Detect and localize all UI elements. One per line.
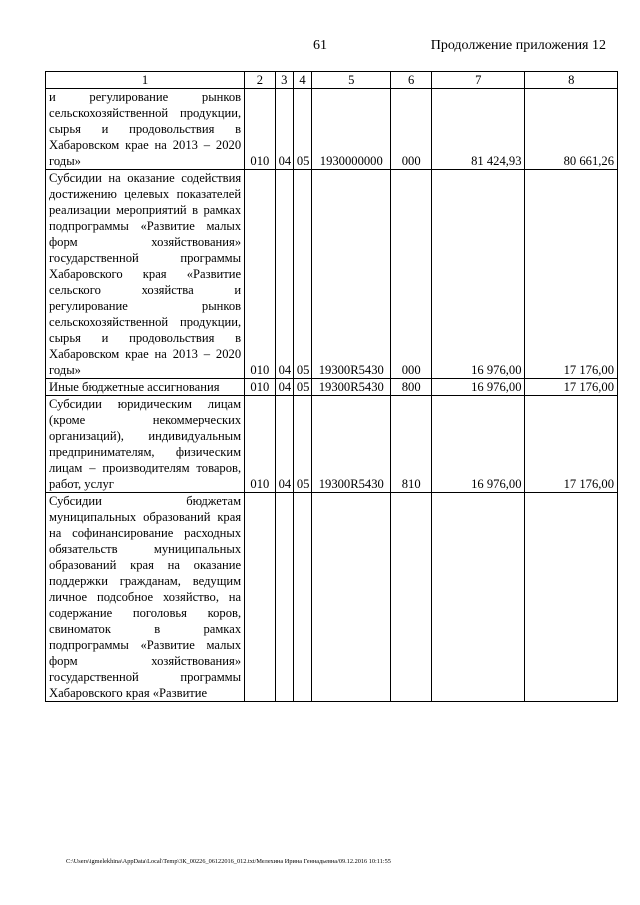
target-article-code: 19300R5430 — [312, 379, 391, 396]
subsection-code: 05 — [293, 379, 311, 396]
amount-year-2 — [525, 493, 618, 702]
column-header: 2 — [245, 72, 275, 89]
target-article-code: 19300R5430 — [312, 170, 391, 379]
row-description: Субсидии на оказание содействия достижению целевых показателей реализации мероприятий в рамках подпрограммы «Развитие малых форм хозяйствования» государственной программы Хабаровского края «Развитие сельского хозяйства и регулирование рынков сельскохозяйственной продукции, сырья и продовольствия в Хабаровском крае на 2013 – 2020 годы» — [46, 170, 245, 379]
expense-type-code: 000 — [391, 170, 432, 379]
subsection-code: 05 — [293, 170, 311, 379]
column-header: 7 — [432, 72, 525, 89]
column-header: 8 — [525, 72, 618, 89]
expense-type-code — [391, 493, 432, 702]
target-article-code: 19300R5430 — [312, 396, 391, 493]
column-header: 4 — [293, 72, 311, 89]
amount-year-1 — [432, 493, 525, 702]
table-row — [46, 170, 618, 379]
amount-year-1: 16 976,00 — [432, 396, 525, 493]
budget-table — [45, 71, 618, 702]
page-number: 61 — [313, 38, 327, 53]
ministry-code: 010 — [245, 396, 275, 493]
expense-type-code: 000 — [391, 89, 432, 170]
subsection-code — [293, 493, 311, 702]
expense-type-code: 800 — [391, 379, 432, 396]
row-description: Субсидии бюджетам муниципальных образований края на софинансирование расходных обязательств муниципальных образований края на оказание поддержки гражданам, ведущим личное подсобное хозяйство, на содержание поголовья коров, свиноматок в рамках подпрограммы «Развитие малых форм хозяйствования» государственной программы Хабаровского края «Развитие — [46, 493, 245, 702]
column-header: 5 — [312, 72, 391, 89]
amount-year-2: 17 176,00 — [525, 396, 618, 493]
amount-year-1: 16 976,00 — [432, 170, 525, 379]
ministry-code — [245, 493, 275, 702]
section-code: 04 — [275, 89, 293, 170]
section-code: 04 — [275, 396, 293, 493]
target-article-code: 1930000000 — [312, 89, 391, 170]
target-article-code — [312, 493, 391, 702]
header-row — [46, 72, 618, 89]
ministry-code: 010 — [245, 170, 275, 379]
subsection-code: 05 — [293, 89, 311, 170]
continuation-label: Продолжение приложения 12 — [430, 38, 606, 53]
row-description: Субсидии юридическим лицам (кроме некоммерческих организаций), индивидуальным предпринимателям, физическим лицам – производителям товаров, работ, услуг — [46, 396, 245, 493]
column-header: 3 — [275, 72, 293, 89]
subsection-code: 05 — [293, 396, 311, 493]
row-description: Иные бюджетные ассигнования — [46, 379, 245, 396]
table-row — [46, 396, 618, 493]
file-path-footer: C:\Users\igmelekhina\AppData\Local\Temp\3К_00226_06122016_012.txt/Мелехина Ирина Геннадьевна/09.12.2016 10:11:55 — [66, 858, 391, 865]
expense-type-code: 810 — [391, 396, 432, 493]
row-description: и регулирование рынков сельскохозяйственной продукции, сырья и продовольствия в Хабаровском крае на 2013 – 2020 годы» — [46, 89, 245, 170]
column-header: 6 — [391, 72, 432, 89]
section-code: 04 — [275, 379, 293, 396]
section-code — [275, 493, 293, 702]
ministry-code: 010 — [245, 89, 275, 170]
table-row — [46, 89, 618, 170]
amount-year-2: 17 176,00 — [525, 379, 618, 396]
amount-year-1: 81 424,93 — [432, 89, 525, 170]
amount-year-2: 17 176,00 — [525, 170, 618, 379]
column-header: 1 — [46, 72, 245, 89]
table-row — [46, 493, 618, 702]
section-code: 04 — [275, 170, 293, 379]
table-row — [46, 379, 618, 396]
ministry-code: 010 — [245, 379, 275, 396]
amount-year-2: 80 661,26 — [525, 89, 618, 170]
amount-year-1: 16 976,00 — [432, 379, 525, 396]
